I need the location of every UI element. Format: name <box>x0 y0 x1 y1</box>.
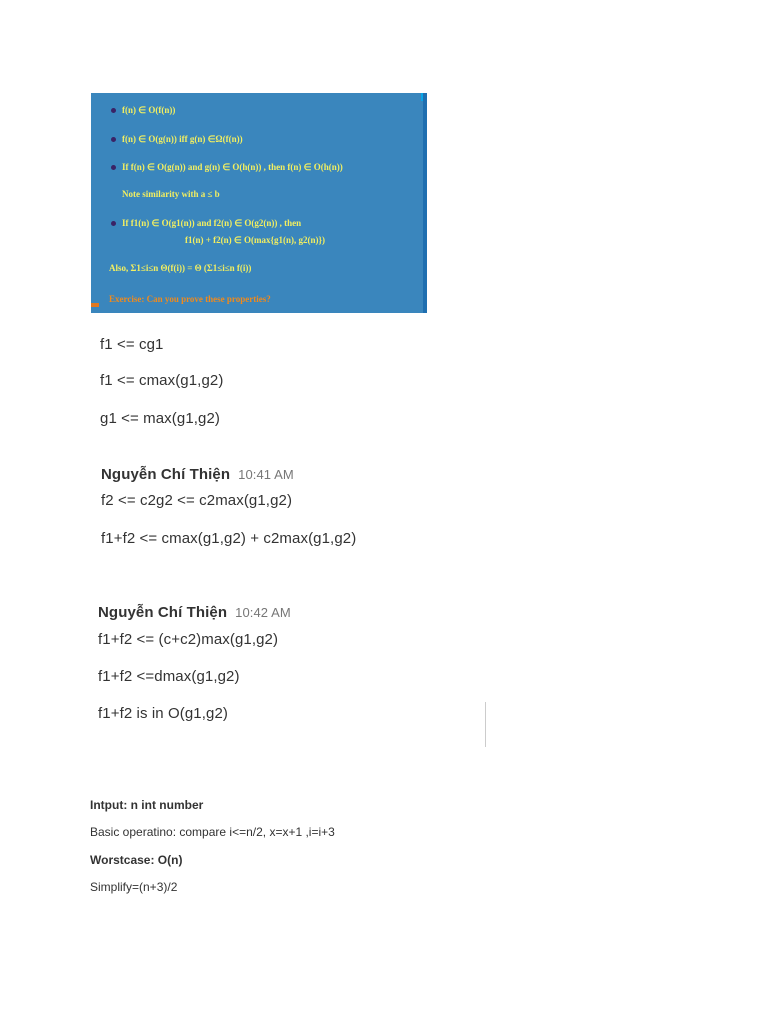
proof-line: f1+f2 <=dmax(g1,g2) <box>98 668 240 685</box>
message-header <box>101 466 294 483</box>
slide-edge-mark <box>91 303 99 307</box>
note-simplify: Simplify=(n+3)/2 <box>90 880 178 894</box>
slide-line: If f1(n) ∈ O(g1(n)) and f2(n) ∈ O(g2(n)) , then <box>122 218 302 228</box>
cropped-text-remnant <box>98 320 218 326</box>
note-basic-operation: Basic operatino: compare i<=n/2, x=x+1 ,i=i+3 <box>90 825 335 839</box>
message-time: 10:42 AM <box>235 605 291 620</box>
note-worstcase: Worstcase: O(n) <box>90 853 183 867</box>
note-input: Intput: n int number <box>90 798 204 812</box>
slide-image <box>91 93 427 313</box>
slide-corner-mark <box>421 93 427 101</box>
slide-bullet <box>111 108 116 113</box>
message-author: Nguyễn Chí Thiện <box>101 466 231 483</box>
slide-bullet <box>111 137 116 142</box>
slide-line: f1(n) + f2(n) ∈ O(max{g1(n), g2(n)}) <box>185 235 326 245</box>
proof-line: f2 <= c2g2 <= c2max(g1,g2) <box>101 492 293 509</box>
slide-bullet <box>111 165 116 170</box>
slide-line: f(n) ∈ O(f(n)) <box>122 105 176 115</box>
slide-exercise: Exercise: Can you prove these properties? <box>109 294 271 304</box>
message-author: Nguyễn Chí Thiện <box>98 604 228 621</box>
proof-line: f1+f2 is in O(g1,g2) <box>98 705 228 722</box>
slide-line: Also, Σ1≤i≤n Θ(f(i)) = Θ (Σ1≤i≤n f(i)) <box>109 263 252 273</box>
vertical-divider <box>485 702 486 747</box>
proof-line: g1 <= max(g1,g2) <box>100 410 221 427</box>
message-header <box>98 604 291 621</box>
message-time: 10:41 AM <box>238 467 294 482</box>
proof-line: f1+f2 <= (c+c2)max(g1,g2) <box>98 631 279 648</box>
slide-line: f(n) ∈ O(g(n)) iff g(n) ∈Ω(f(n)) <box>122 134 243 144</box>
proof-line: f1 <= cg1 <box>100 336 164 353</box>
slide-line: Note similarity with a ≤ b <box>122 189 220 199</box>
proof-line: f1 <= cmax(g1,g2) <box>100 372 224 389</box>
slide-bullet <box>111 221 116 226</box>
proof-line: f1+f2 <= cmax(g1,g2) + c2max(g1,g2) <box>101 530 357 547</box>
slide-line: If f(n) ∈ O(g(n)) and g(n) ∈ O(h(n)) , then f(n) ∈ O(h(n)) <box>122 162 343 172</box>
